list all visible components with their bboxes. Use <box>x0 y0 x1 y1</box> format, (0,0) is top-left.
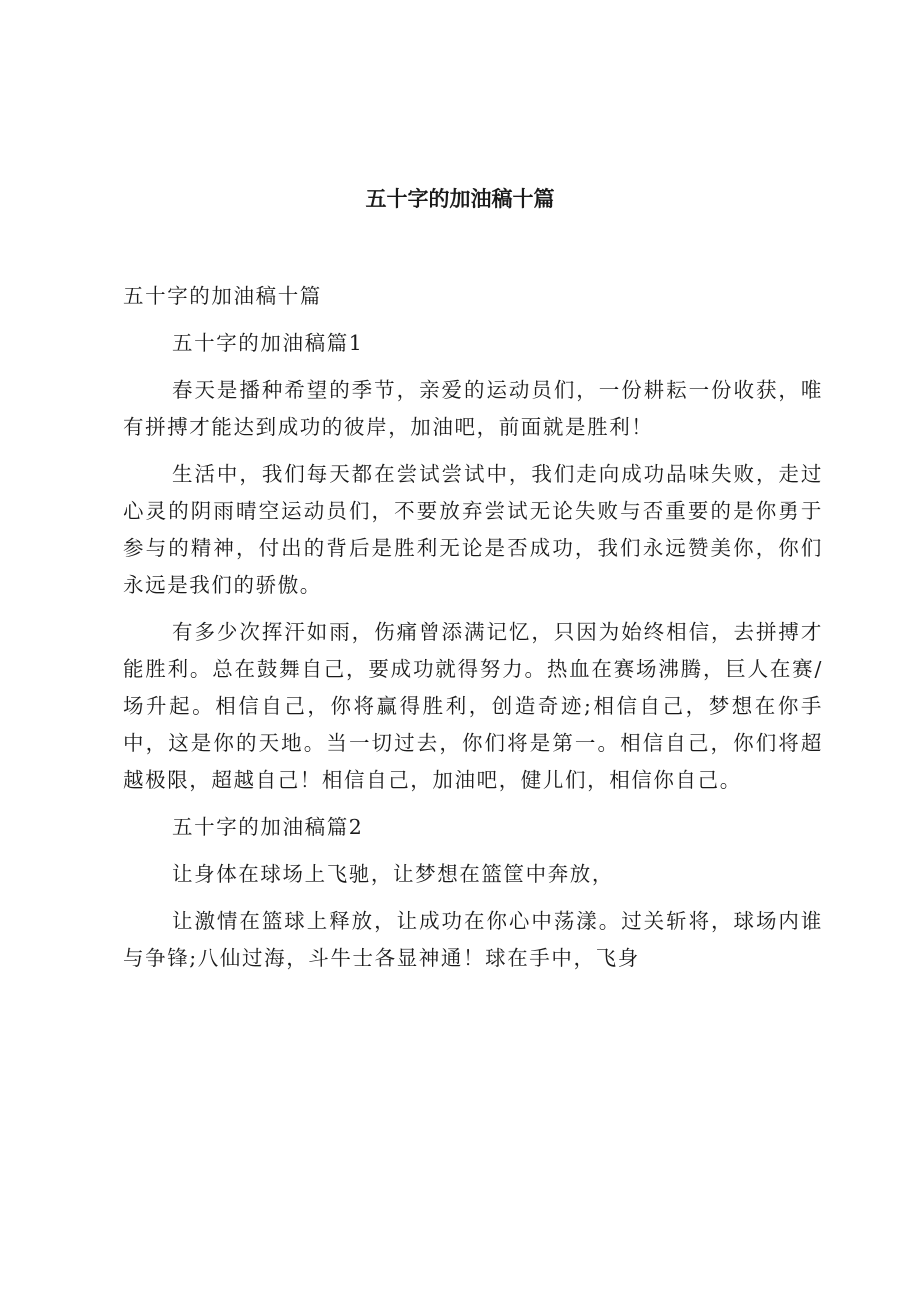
paragraph: 生活中，我们每天都在尝试尝试中，我们走向成功品味失败，走过心灵的阴雨晴空运动员们，不要放弃尝试无论失败与否重要的是你勇于参与的精神，付出的背后是胜利无论是否成功，我们永远赞美你，你们永远是我们的骄傲。 <box>123 462 823 597</box>
document-subtitle: 五十字的加油稿十篇 <box>123 284 322 308</box>
section-heading-2: 五十字的加油稿篇2 <box>172 815 364 839</box>
page-title: 五十字的加油稿十篇 <box>365 187 555 211</box>
document-body <box>123 278 823 987</box>
paragraph: 让激情在篮球上释放，让成功在你心中荡漾。过关斩将，球场内谁与争锋;八仙过海，斗牛士各显神通！球在手中，飞身 <box>123 909 823 970</box>
paragraph: 让身体在球场上飞驰，让梦想在篮筐中奔放， <box>172 862 614 886</box>
paragraph: 有多少次挥汗如雨，伤痛曾添满记忆，只因为始终相信，去拼搏才能胜利。总在鼓舞自己，要成功就得努力。热血在赛场沸腾，巨人在赛/场升起。相信自己，你将赢得胜利，创造奇迹;相信自己，梦想在你手中，这是你的天地。当一切过去，你们将是第一。相信自己，你们将超越极限，超越自己！相信自己，加油吧，健儿们，相信你自己。 <box>123 620 823 792</box>
paragraph: 春天是播种希望的季节，亲爱的运动员们，一份耕耘一份收获，唯有拼搏才能达到成功的彼岸，加油吧，前面就是胜利！ <box>123 378 823 439</box>
section-heading-1: 五十字的加油稿篇1 <box>172 331 364 355</box>
